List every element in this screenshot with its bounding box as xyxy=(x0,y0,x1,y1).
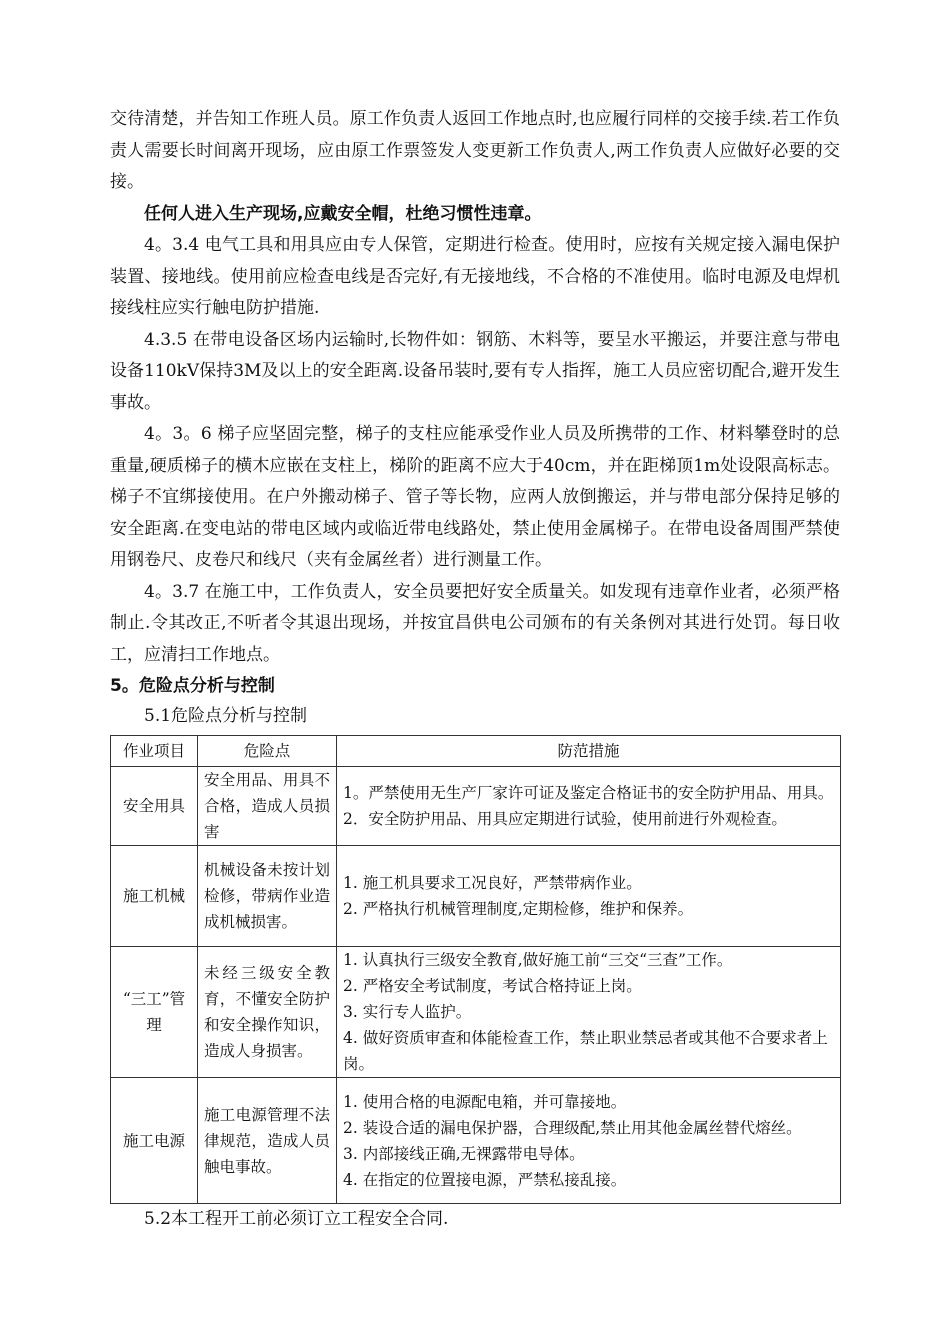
row-item: 施工机械 xyxy=(111,846,198,947)
row-item: “三工”管理 xyxy=(111,947,198,1078)
table-row xyxy=(111,947,841,1078)
paragraph-4-3-7: 4。3.7 在施工中，工作负责人，安全员要把好安全质量关。如发现有违章作业者，必须严格制止.令其改正,不听者令其退出现场，并按宜昌供电公司颁布的有关条例对其进行处罚。每日收工，应清扫工作地点。 xyxy=(110,581,840,665)
measure-line: 2. 严格执行机械管理制度,定期检修，维护和保养。 xyxy=(343,900,694,918)
table-header-row xyxy=(111,736,841,767)
header-measures: 防范措施 xyxy=(337,736,841,767)
table-row xyxy=(111,846,841,947)
risk-control-table xyxy=(110,735,841,1204)
measure-line: 4. 做好资质审查和体能检查工作，禁止职业禁忌者或其他不合要求者上岗。 xyxy=(343,1029,828,1073)
paragraph-4-3-4: 4。3.4 电气工具和用具应由专人保管，定期进行检查。使用时，应按有关规定接入漏电保护装置、接地线。使用前应检查电线是否完好,有无接地线，不合格的不准使用。临时电源及电焊机接线柱应实行触电防护措施. xyxy=(110,235,840,318)
header-risk: 危险点 xyxy=(198,736,337,767)
row-item: 安全用具 xyxy=(111,767,198,846)
row-measures xyxy=(337,947,841,1078)
measure-line: 2．安全防护用品、用具应定期进行试验，使用前进行外观检查。 xyxy=(343,810,787,828)
measure-line: 1. 使用合格的电源配电箱，并可靠接地。 xyxy=(343,1092,627,1111)
paragraph-handover: 交待清楚，并告知工作班人员。原工作负责人返回工作地点时,也应履行同样的交接手续.若工作负责人需要长时间离开现场，应由原工作票签发人变更新工作负责人,两工作负责人应做好必要的交接。 xyxy=(110,109,840,192)
section-subheading: 5.1危险点分析与控制 xyxy=(144,706,308,726)
section-heading: 5。危险点分析与控制 xyxy=(110,676,275,696)
measure-line: 3. 内部接线正确,无裸露带电导体。 xyxy=(343,1144,585,1163)
row-risk: 机械设备未按计划检修，带病作业造成机械损害。 xyxy=(198,846,337,947)
row-risk: 安全用品、用具不合格，造成人员损害 xyxy=(198,767,337,846)
row-measures xyxy=(337,1078,841,1204)
row-risk: 施工电源管理不法律规范，造成人员触电事故。 xyxy=(198,1078,337,1204)
row-risk: 未经三级安全教育，不懂安全防护和安全操作知识，造成人身损害。 xyxy=(198,947,337,1078)
measure-line: 2. 严格安全考试制度，考试合格持证上岗。 xyxy=(343,977,642,995)
table-row xyxy=(111,767,841,846)
measure-line: 1。严禁使用无生产厂家许可证及鉴定合格证书的安全防护用品、用具。 xyxy=(343,784,834,802)
paragraph-4-3-5: 4.3.5 在带电设备区场内运输时,长物件如：钢筋、木料等，要呈水平搬运，并要注意与带电设备110kV保持3M及以上的安全距离.设备吊装时,要有专人指挥，施工人员应密切配合,避开发生事故。 xyxy=(110,329,840,413)
header-item: 作业项目 xyxy=(111,736,198,767)
safety-contract-note: 5.2本工程开工前必须订立工程安全合同. xyxy=(144,1209,449,1229)
paragraph-4-3-6: 4。3。6 梯子应坚固完整，梯子的支柱应能承受作业人员及所携带的工作、材料攀登时的总重量,硬质梯子的横木应嵌在支柱上，梯阶的距离不应大于40cm，并在距梯顶1m处设限高标志。梯子不宜绑接使用。在户外搬动梯子、管子等长物，应两人放倒搬运，并与带电部分保持足够的安全距离.在变电站的带电区域内或临近带电线路处，禁止使用金属梯子。在带电设备周围严禁使用钢卷尺、皮卷尺和线尺（夹有金属丝者）进行测量工作。 xyxy=(110,424,840,570)
row-measures xyxy=(337,767,841,846)
table-row xyxy=(111,1078,841,1204)
row-item: 施工电源 xyxy=(111,1078,198,1204)
measure-line: 4. 在指定的位置接电源，严禁私接乱接。 xyxy=(343,1170,627,1189)
document-page xyxy=(110,104,840,1234)
measure-line: 2. 装设合适的漏电保护器，合理级配,禁止用其他金属丝替代熔丝。 xyxy=(343,1118,802,1137)
row-measures xyxy=(337,846,841,947)
measure-line: 1. 施工机具要求工况良好，严禁带病作业。 xyxy=(343,874,642,892)
measure-line: 1. 认真执行三级安全教育,做好施工前“三交“三查”工作。 xyxy=(343,951,733,969)
measure-line: 3. 实行专人监护。 xyxy=(343,1003,472,1021)
paragraph-helmet-rule: 任何人进入生产现场,应戴安全帽，杜绝习惯性违章。 xyxy=(144,203,542,224)
